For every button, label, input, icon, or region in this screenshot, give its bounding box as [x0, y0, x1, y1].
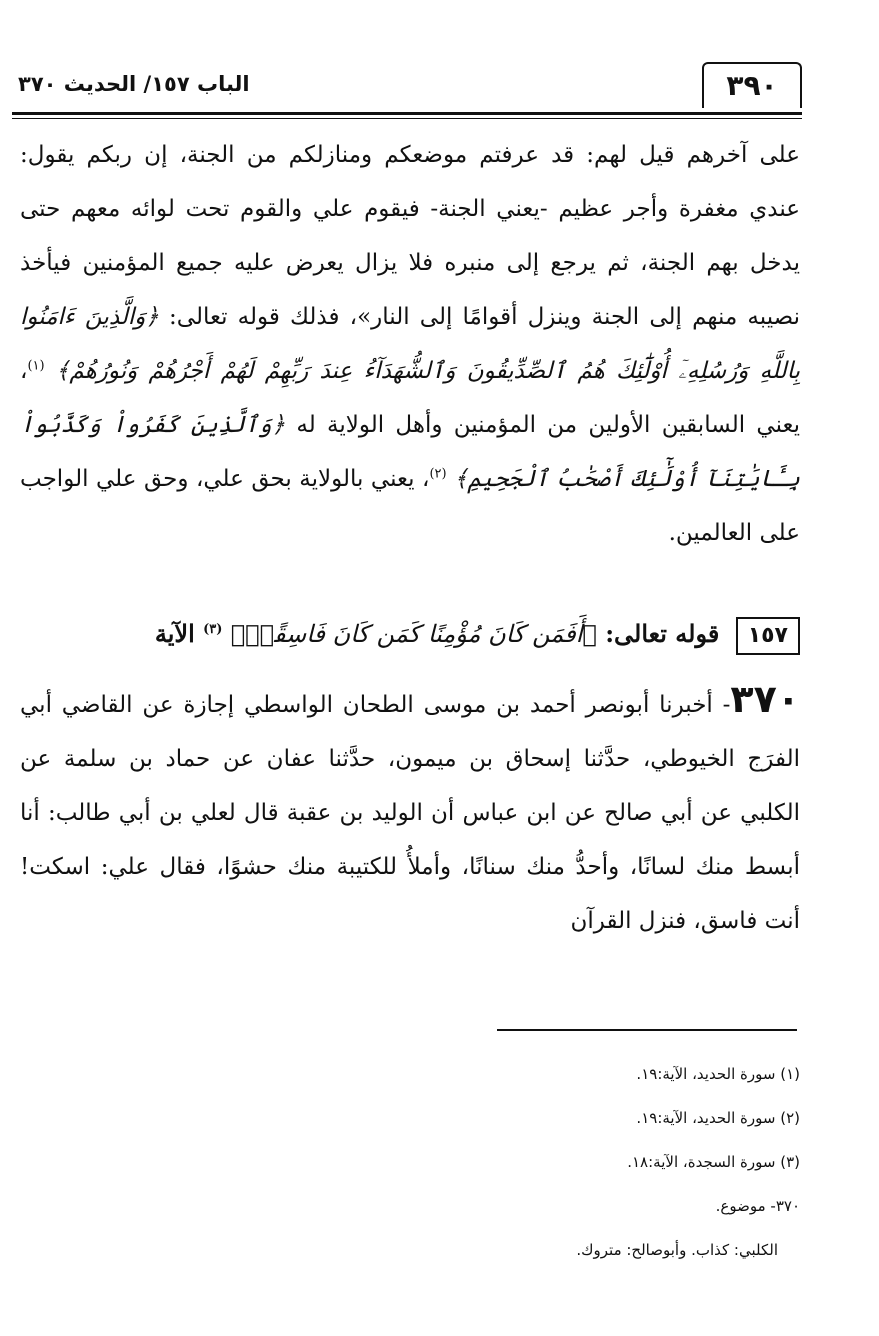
hadith-number: ٣٧٠ [730, 677, 800, 721]
quran-verse-1: ﴿وَالَّذِينَ ءَامَنُوا بِاللَّهِ وَرُسُلِهِۦٓ أُوْلَٰٓئِكَ هُمُ ٱلصِّدِّيقُونَ وَٱلشُّهَدَآءُ عِندَ رَبِّهِمْ لَهُمْ أَجْرُهُمْ وَنُورُهُمْ﴾ [20, 304, 800, 384]
hadith-text: - أخبرنا أبونصر أحمد بن موسى الطحان الواسطي إجازة عن القاضي أبي الفرَج الخيوطي، حدَّثنا إسحاق بن ميمون، حدَّثنا عفان عن حماد بن سلمة عن الكلبي عن أبي صالح عن ابن عباس أن الوليد بن عقبة قال لعلي بن أبي طالب: أنا أبسط منك لسانًا، وأحدُّ منك سنانًا، وأملأُ للكتيبة منك حشوًا، فقال علي: اسكت! أنت فاسق، فنزل القرآن [20, 692, 800, 934]
section-label: قوله تعالى: [605, 619, 720, 648]
footnote-ref-3: (٣) [203, 622, 223, 637]
paragraph-1-middle: ، يعني السابقين الأولين من المؤمنين وأهل الولاية له [20, 358, 801, 438]
narrator-note: الكلبي: كذاب. وأبوصالح: متروك. [576, 1241, 778, 1259]
body-paragraph [20, 128, 800, 560]
header-rule-thick [12, 112, 802, 115]
section-suffix: الآية [154, 619, 195, 648]
page-number: ٣٩٠ [702, 62, 802, 108]
paragraph-1-text: على آخرهم قيل لهم: قد عرفتم موضعكم ومنازلكم من الجنة، إن ربكم يقول: عندي مغفرة وأجر عظيم -يعني الجنة- فيقوم علي والقوم تحت لوائه معهم حتى يدخل بهم الجنة، ثم يرجع إلى منبره فلا يزال يعرض عليه جميع المؤمنين فيأخذ نصيبه منهم إلى الجنة وينزل أقوامًا إلى النار»، فذلك قوله تعالى: [20, 142, 800, 330]
section-verse: ﴿أَفَمَن كَانَ مُؤْمِنًا كَمَن كَانَ فَاسِقًاۚ﴾ [230, 620, 597, 648]
footnote-ref-1: (١) [27, 358, 45, 374]
section-number: ١٥٧ [736, 617, 800, 655]
footnotes [300, 1052, 800, 1272]
quran-verse-2: ﴿وَٱلَّذِينَ كَفَرُواْ وَكَذَّبُواْ بِـَٔايَٰتِنَآ أُوْلَٰٓئِكَ أَصْحَٰبُ ٱلْجَحِيمِ﴾ [20, 412, 800, 492]
header-rule-thin [12, 118, 802, 119]
running-title: الباب ١٥٧/ الحديث ٣٧٠ [18, 72, 250, 96]
footnote-1: (١) سورة الحديد، الآية:١٩. [636, 1065, 800, 1083]
paragraph-1 [20, 128, 800, 560]
paragraph-1-end: ، يعني بالولاية بحق علي، وحق علي الواجب على العالمين. [20, 466, 800, 546]
hadith-paragraph [20, 678, 800, 948]
footnote-2: (٢) سورة الحديد، الآية:١٩. [636, 1109, 800, 1127]
page-header [12, 62, 802, 120]
footnote-rule [497, 1029, 797, 1031]
hadith-grade-note: ٣٧٠- موضوع. [715, 1197, 800, 1215]
footnote-ref-2: (٢) [429, 466, 447, 482]
section-heading [20, 606, 800, 662]
footnote-3: (٣) سورة السجدة، الآية:١٨. [627, 1153, 800, 1171]
